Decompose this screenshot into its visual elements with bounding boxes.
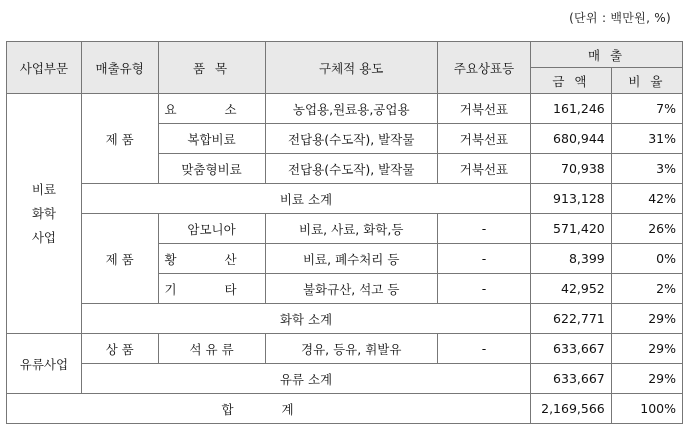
amount-cell: 42,952 [531,274,612,304]
amount-cell: 633,667 [531,334,612,364]
ratio-cell: 0% [611,244,682,274]
brand-cell: 거북선표 [437,94,530,124]
amount-cell: 70,938 [531,154,612,184]
subtotal-row [7,184,683,214]
subtotal-label: 유류 소계 [81,364,530,394]
unit-note: (단위 : 백만원, %) [569,11,671,25]
usage-cell: 비료, 사료, 화학,등 [265,214,437,244]
total-ratio: 100% [611,394,682,424]
table-row [7,334,683,364]
subtotal-row [7,364,683,394]
brand-cell: 거북선표 [437,124,530,154]
sales-type-cell: 상 품 [81,334,158,364]
brand-cell: 거북선표 [437,154,530,184]
brand-cell: - [437,244,530,274]
header-segment: 사업부문 [7,42,82,94]
item-cell: 복합비료 [158,124,265,154]
subtotal-row [7,304,683,334]
subtotal-ratio: 29% [611,364,682,394]
segment-label-fertilizer-chemical [7,94,82,334]
subtotal-amount: 633,667 [531,364,612,394]
brand-cell: - [437,334,530,364]
segment-label-line: 비료 [31,181,56,197]
ratio-cell: 29% [611,334,682,364]
usage-cell: 농업용,원료용,공업용 [265,94,437,124]
table-row [7,214,683,244]
header-sales: 매 출 [531,42,683,68]
subtotal-ratio: 29% [611,304,682,334]
subtotal-label: 화학 소계 [81,304,530,334]
ratio-cell: 31% [611,124,682,154]
subtotal-ratio: 42% [611,184,682,214]
item-cell: 맞춤형비료 [158,154,265,184]
usage-cell: 비료, 폐수처리 등 [265,244,437,274]
amount-cell: 8,399 [531,244,612,274]
header-usage: 구체적 용도 [265,42,437,94]
header-amount: 금 액 [531,68,612,94]
ratio-cell: 2% [611,274,682,304]
item-cell: 황 산 [158,244,265,274]
brand-cell: - [437,214,530,244]
amount-cell: 571,420 [531,214,612,244]
sales-type-cell: 제 품 [81,94,158,184]
total-amount: 2,169,566 [531,394,612,424]
segment-label-oil: 유류사업 [7,334,82,394]
amount-cell: 680,944 [531,124,612,154]
brand-cell: - [437,274,530,304]
amount-cell: 161,246 [531,94,612,124]
usage-cell: 전답용(수도작), 발작물 [265,154,437,184]
item-cell: 암모니아 [158,214,265,244]
header-item: 품 목 [158,42,265,94]
subtotal-label: 비료 소계 [81,184,530,214]
ratio-cell: 3% [611,154,682,184]
sales-table [6,41,683,424]
subtotal-amount: 913,128 [531,184,612,214]
ratio-cell: 7% [611,94,682,124]
header-brand: 주요상표등 [437,42,530,94]
header-sales-type: 매출유형 [81,42,158,94]
table-row [7,94,683,124]
usage-cell: 전답용(수도작), 발작물 [265,124,437,154]
sales-type-cell: 제 품 [81,214,158,304]
usage-cell: 경유, 등유, 휘발유 [265,334,437,364]
usage-cell: 불화규산, 석고 등 [265,274,437,304]
total-row [7,394,683,424]
item-cell: 요 소 [158,94,265,124]
item-cell: 기 타 [158,274,265,304]
subtotal-amount: 622,771 [531,304,612,334]
header-ratio: 비 율 [611,68,682,94]
segment-label-line: 사업 [31,229,56,245]
total-label: 합 계 [7,394,531,424]
segment-label-line: 화학 [31,205,56,221]
item-cell: 석 유 류 [158,334,265,364]
ratio-cell: 26% [611,214,682,244]
